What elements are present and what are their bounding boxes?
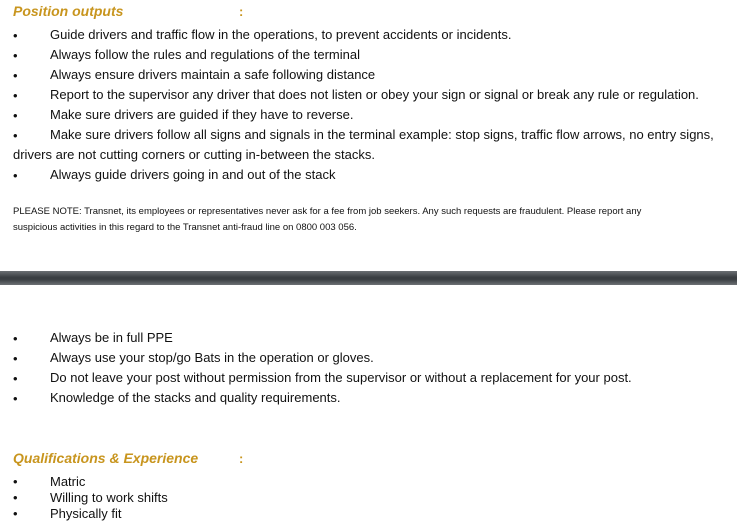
fraud-notice-line-1: PLEASE NOTE: Transnet, its employees or representatives never ask for a fee from job seekers. Any such requests are fraudulent. Please report any [13, 206, 642, 217]
list-item: Matric [50, 474, 86, 489]
list-item: Physically fit [50, 506, 122, 521]
bullet-icon: • [13, 331, 18, 346]
list-item: Guide drivers and traffic flow in the operations, to prevent accidents or incidents. [50, 27, 512, 42]
bullet-icon: • [13, 391, 18, 406]
list-item: Willing to work shifts [50, 490, 168, 505]
bullet-icon: • [13, 68, 18, 83]
list-item: Always guide drivers going in and out of the stack [50, 167, 336, 182]
list-item: Knowledge of the stacks and quality requirements. [50, 390, 341, 405]
page-break-divider [0, 271, 737, 285]
bullet-icon: • [13, 506, 18, 521]
bullet-icon: • [13, 351, 18, 366]
list-item: Always follow the rules and regulations of the terminal [50, 47, 360, 62]
bullet-icon: • [13, 168, 18, 183]
bullet-icon: • [13, 474, 18, 489]
list-item: Do not leave your post without permission from the supervisor or without a replacement for your post. [50, 370, 632, 385]
bullet-icon: • [13, 108, 18, 123]
qualifications-colon: : [239, 451, 244, 466]
bullet-icon: • [13, 28, 18, 43]
list-item: Always be in full PPE [50, 330, 173, 345]
list-item-continuation: drivers are not cutting corners or cutting in-between the stacks. [13, 147, 376, 162]
position-outputs-colon: : [239, 4, 244, 19]
fraud-notice-line-2: suspicious activities in this regard to the Transnet anti-fraud line on 0800 003 056. [13, 222, 357, 233]
qualifications-heading: Qualifications & Experience [13, 450, 199, 466]
bullet-icon: • [13, 490, 18, 505]
list-item: Make sure drivers are guided if they have to reverse. [50, 107, 354, 122]
bullet-icon: • [13, 48, 18, 63]
list-item: Report to the supervisor any driver that does not listen or obey your sign or signal or break any rule or regulation. [50, 87, 699, 102]
bullet-icon: • [13, 128, 18, 143]
bullet-icon: • [13, 88, 18, 103]
list-item: Always ensure drivers maintain a safe following distance [50, 67, 376, 82]
position-outputs-heading: Position outputs [13, 3, 124, 19]
bullet-icon: • [13, 371, 18, 386]
list-item: Make sure drivers follow all signs and signals in the terminal example: stop signs, traffic flow arrows, no entry signs, [50, 127, 714, 142]
list-item: Always use your stop/go Bats in the operation or gloves. [50, 350, 374, 365]
